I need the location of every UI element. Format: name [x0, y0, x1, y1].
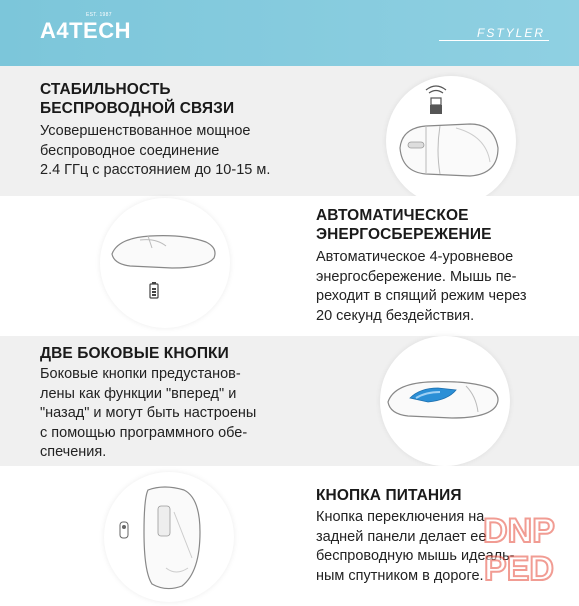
header-bar [0, 0, 579, 66]
section-title: КНОПКА ПИТАНИЯ [316, 487, 462, 504]
a4tech-logo [40, 12, 132, 44]
section-power-saving [0, 196, 579, 336]
mouse-side-buttons-icon [380, 336, 510, 466]
logo-text: A4TECH [40, 18, 132, 43]
section-description: Боковые кнопки предустанов- лены как функции "вперед" и "назад" и могут быть настроены с помощью программного обе- спечения. [40, 366, 257, 460]
power-button-illustration [104, 472, 234, 602]
section-description: Усовершенствованное мощное беспроводное соединение 2.4 ГГц с расстоянием до 10-15 м. [40, 123, 271, 178]
mouse-side-icon [100, 198, 230, 328]
section-side-buttons [0, 336, 579, 466]
side-buttons-illustration [380, 336, 510, 466]
section-wireless [0, 66, 579, 196]
section-description: Автоматическое 4-уровневое энергосбережение. Мышь пе- реходит в спящий режим через 20 секунд бездействия. [316, 249, 527, 324]
watermark-line2: PED [484, 550, 554, 588]
mouse-top-icon [386, 76, 516, 206]
fstyler-brand: FSTYLER [476, 26, 545, 40]
battery-icon [150, 282, 158, 298]
brand-underline [439, 40, 549, 41]
power-saving-illustration [100, 198, 230, 328]
dnp-watermark [469, 508, 569, 588]
mouse-bottom-power-switch-icon [104, 472, 234, 602]
logo-est: EST. 1987 [86, 12, 112, 18]
section-title: ДВЕ БОКОВЫЕ КНОПКИ [40, 345, 229, 362]
usb-receiver-icon [426, 86, 446, 114]
section-title: АВТОМАТИЧЕСКОЕ ЭНЕРГОСБЕРЕЖЕНИЕ [316, 207, 492, 243]
section-description: Кнопка переключения на задней панели делает ее беспроводную мышь идеаль- ным спутником в дороге. [316, 509, 515, 584]
wireless-illustration [386, 76, 516, 206]
section-title: СТАБИЛЬНОСТЬ БЕСПРОВОДНОЙ СВЯЗИ [40, 81, 235, 117]
section-power-button [0, 466, 579, 606]
watermark-line1: DNP [483, 512, 555, 550]
